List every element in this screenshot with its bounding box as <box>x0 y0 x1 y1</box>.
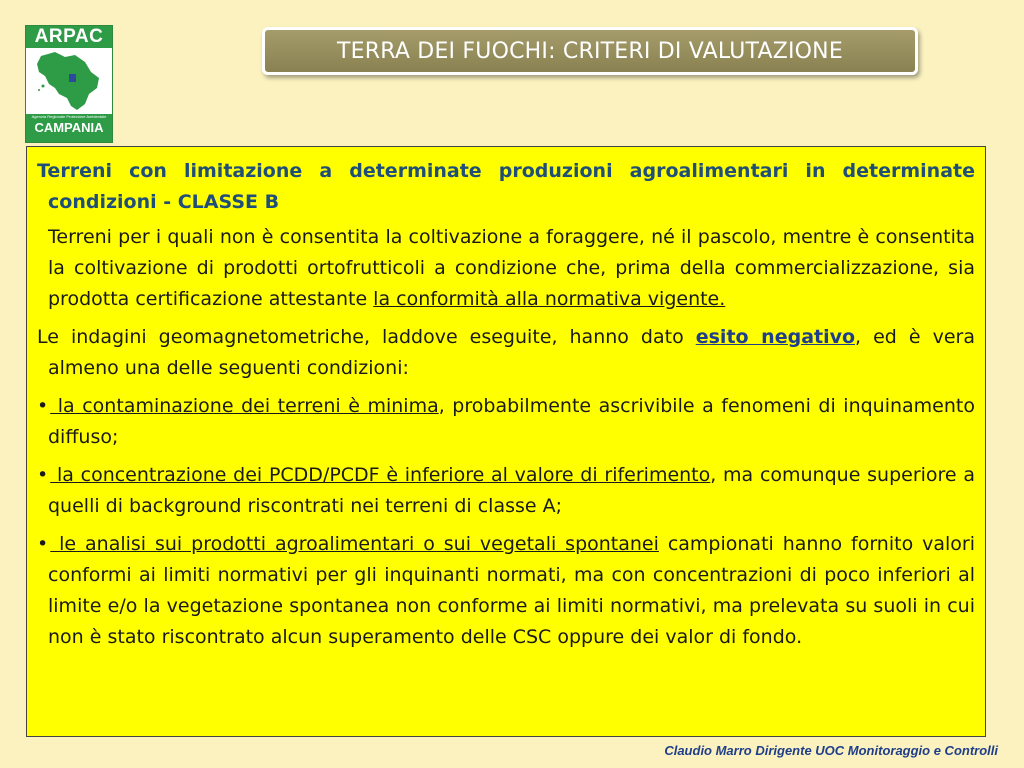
logo-top-text: ARPAC <box>26 26 112 48</box>
bullet-icon: • <box>37 533 49 555</box>
bullet-1-text: , probabilmente ascrivibile a fenomeni di inquinamento diffuso; <box>48 395 975 448</box>
content-box <box>26 146 986 737</box>
conditions-intro <box>37 322 975 384</box>
class-b-heading: Terreni con limitazione a determinate produzioni agroalimentari in determinate condizioni - CLASSE B <box>37 160 975 213</box>
conditions-intro-text: Le indagini geomagnetometriche, laddove eseguite, hanno dato <box>37 326 696 348</box>
list-item <box>37 391 975 453</box>
logo-sub-text: Agenzia Regionale Protezione Ambientale <box>26 114 112 120</box>
bullet-2-underlined: la concentrazione dei PCDD/PCDF è inferiore al valore di riferimento <box>50 464 711 486</box>
conformity-underlined: la conformità alla normativa vigente. <box>373 288 726 310</box>
negative-outcome-label: esito negativo <box>695 326 856 348</box>
class-b-description <box>37 222 975 315</box>
arpac-logo <box>25 25 113 143</box>
page-title: TERRA DEI FUOCHI: CRITERI DI VALUTAZIONE <box>337 38 843 64</box>
bullet-3-text: campionati hanno fornito valori conformi ai limiti normativi per gli inquinanti normati, ma con concentrazioni di poco inferiori al limite e/o la vegetazione spontanea non conforme ai limiti normativi, ma prelevata su suoli in cui non è stato riscontrato alcun superamento delle CSC oppure dei valor di fondo. <box>48 533 975 648</box>
bullet-3-underlined: le analisi sui prodotti agroalimentari o sui vegetali spontanei <box>50 533 659 555</box>
description-text: Terreni per i quali non è consentita la coltivazione a foraggere, né il pascolo, mentre è consentita la coltivazione di prodotti ortofrutticoli a condizione che, prima della commercializzazione, sia prodotta certificazione attestante <box>48 226 975 310</box>
list-item <box>37 460 975 522</box>
campania-map-icon <box>27 48 111 114</box>
bullet-icon: • <box>37 395 49 417</box>
bullet-1-underlined: la contaminazione dei terreni è minima <box>50 395 439 417</box>
list-item <box>37 529 975 653</box>
footer-author: Claudio Marro Dirigente UOC Monitoraggio e Controlli <box>664 743 998 758</box>
bullet-2-text: , ma comunque superiore a quelli di background riscontrati nei terreni di classe A; <box>48 464 976 517</box>
title-banner <box>262 27 918 75</box>
conditions-intro-rest: , ed è vera almeno una delle seguenti condizioni: <box>48 326 975 379</box>
bullet-icon: • <box>37 464 49 486</box>
logo-bottom-text: CAMPANIA <box>26 120 112 142</box>
